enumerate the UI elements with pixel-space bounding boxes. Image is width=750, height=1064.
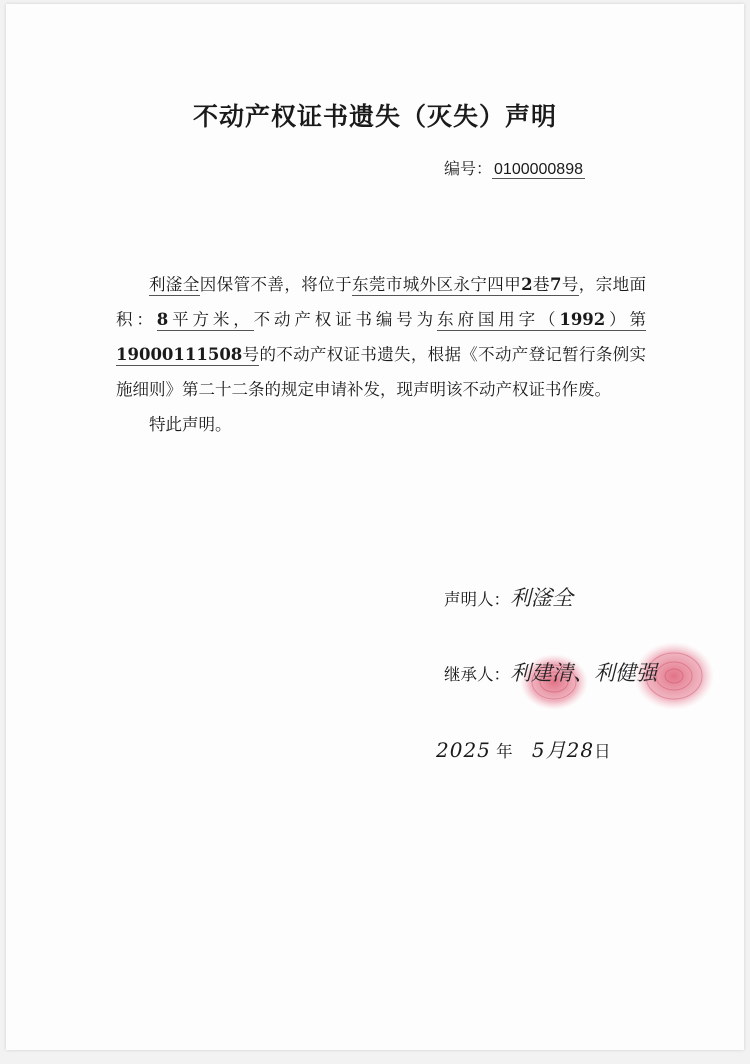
body-segment-4: 的不动产权证书遗失，根据《不动产登记暂行条例实施细则》第二十二条的规定申请补发，现声明该不动产权证书作废。 — [116, 345, 647, 399]
serial-number — [444, 156, 585, 179]
date-year: 2025 — [436, 738, 491, 762]
day-label: 日 — [594, 742, 611, 761]
closing-line: 特此声明。 — [149, 415, 232, 434]
address-part: 2 — [521, 275, 533, 294]
year-label: 年 — [496, 742, 513, 761]
land-area — [157, 310, 254, 331]
document-title: 不动产权证书遗失（灭失）声明 — [192, 102, 557, 131]
address-part: 7 — [549, 275, 562, 294]
cert-part: 东府国用字（ — [437, 310, 560, 329]
body-segment-3: 不动产权证书编号为 — [253, 310, 438, 329]
cert-part: 1992 — [559, 310, 606, 329]
property-address — [352, 275, 579, 296]
heir-label: 继承人： — [444, 665, 510, 684]
declarant-label: 声明人： — [444, 590, 510, 609]
statement-body — [116, 267, 646, 442]
body-segment-1: 因保管不善，将位于 — [199, 275, 352, 294]
date-row — [436, 734, 611, 763]
statement-paragraph — [116, 267, 646, 407]
owner-name: 利滏全 — [149, 275, 200, 294]
declarant-signature: 利滏全 — [510, 586, 573, 610]
cert-part: 号 — [242, 345, 260, 364]
body-segment-2: ，宗地面积： — [116, 275, 647, 329]
serial-value: 0100000898 — [494, 161, 583, 178]
area-unit: 平方米， — [168, 310, 254, 329]
document-page — [6, 4, 744, 1050]
address-part: 号 — [561, 275, 579, 294]
cert-part: 19000111508 — [116, 345, 243, 364]
serial-label: 编号： — [444, 159, 493, 178]
cert-part: ）第 — [605, 310, 647, 329]
area-number: 8 — [156, 310, 169, 329]
heir-row — [444, 657, 657, 687]
declarant-row — [444, 582, 573, 612]
date-month-day: 5月28 — [531, 738, 595, 762]
address-part: 东莞市城外区永宁四甲 — [351, 275, 522, 294]
heir-signature: 利建清、利健强 — [510, 661, 657, 685]
address-part: 巷 — [532, 275, 550, 294]
